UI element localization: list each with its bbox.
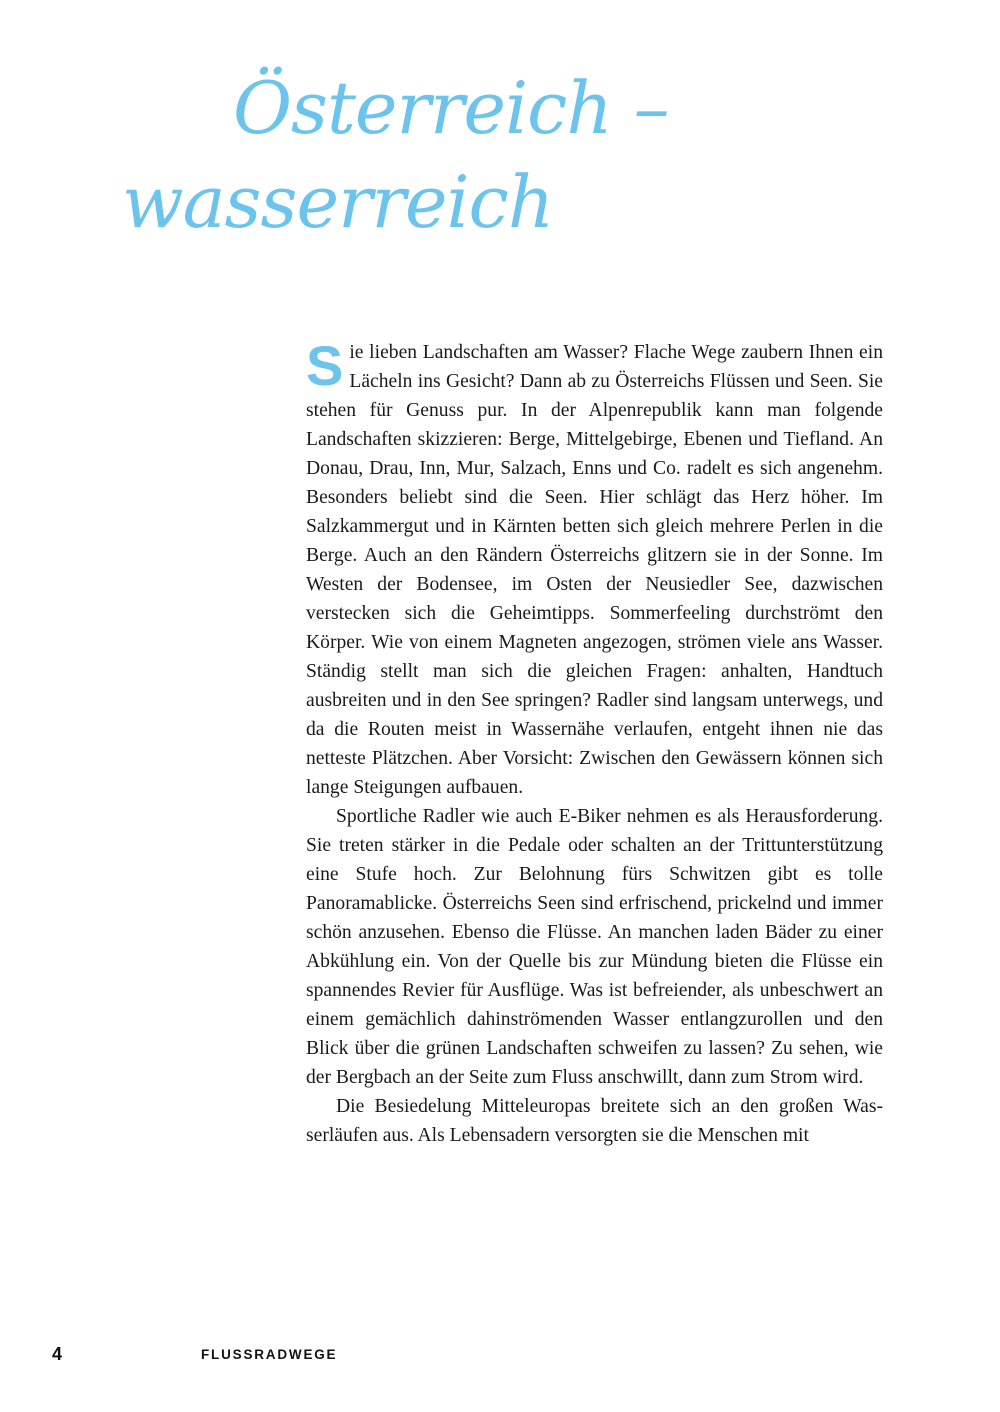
- drop-cap: S: [306, 334, 344, 397]
- page-number: 4: [52, 1344, 63, 1364]
- paragraph-1: [306, 334, 883, 802]
- running-head: FLUSSRADWEGE: [201, 1347, 338, 1362]
- page-title-line-1: Österreich –: [233, 66, 669, 150]
- body-text: [306, 334, 883, 1150]
- paragraph-1-text: ie lieben Landschaften am Wasser? Flache Wege zaubern Ihnen ein Lächeln ins Gesicht? Dann ab zu Österreichs Flüssen und Seen. Sie stehen für Genuss pur. In der Alpenrepublik kann man folgende Landschaften skizzieren: Berge, Mittelgebirge, Ebenen und Tiefland. An Donau, Drau, Inn, Mur, Salzach, Enns und Co. radelt es sich angenehm. Besonders beliebt sind die Seen. Hier schlägt das Herz höher. Im Salzkammergut und in Kärnten betten sich gleich mehrere Perlen in die Berge. Auch an den Rändern Österreichs glitzern sie in der Sonne. Im Westen der Bodensee, im Osten der Neusiedler See, dazwischen verstecken sich die Geheimtipps. Sommerfeeling durchströmt den Körper. Wie von einem Magneten angezogen, strömen viele ans Wasser. Ständig stellt man sich die gleichen Fragen: anhalten, Handtuch ausbreiten und in den See springen? Radler sind langsam unterwegs, und da die Routen meist in Wassernähe verlaufen, entgeht ihnen nie das netteste Plätzchen. Aber Vorsicht: Zwischen den Gewässern können sich lange Steigungen aufbauen.: [306, 342, 883, 798]
- paragraph-3: Die Besiedelung Mitteleuropas breitete sich an den großen Wasserläufen aus. Als Lebensadern versorgten sie die Menschen mit: [306, 1096, 883, 1146]
- page-title-line-2: wasserreich: [122, 160, 554, 244]
- paragraph-2: Sportliche Radler wie auch E-Biker nehmen es als Herausforderung. Sie treten stärker in die Pedale oder schalten an der Trittunterstützung eine Stufe hoch. Zur Belohnung fürs Schwitzen gibt es tolle Panoramablicke. Österreichs Seen sind erfrischend, prickelnd und immer schön anzusehen. Ebenso die Flüsse. An manchen laden Bäder zu einer Abkühlung ein. Von der Quelle bis zur Mündung bieten die Flüsse ein spannendes Revier für Ausflüge. Was ist befreiender, als unbeschwert an einem gemächlich dahinströmenden Wasser entlangzurollen und den Blick über die grünen Landschaften schweifen zu lassen? Zu sehen, wie der Bergbach an der Seite zum Fluss anschwillt, dann zum Strom wird.: [306, 806, 883, 1088]
